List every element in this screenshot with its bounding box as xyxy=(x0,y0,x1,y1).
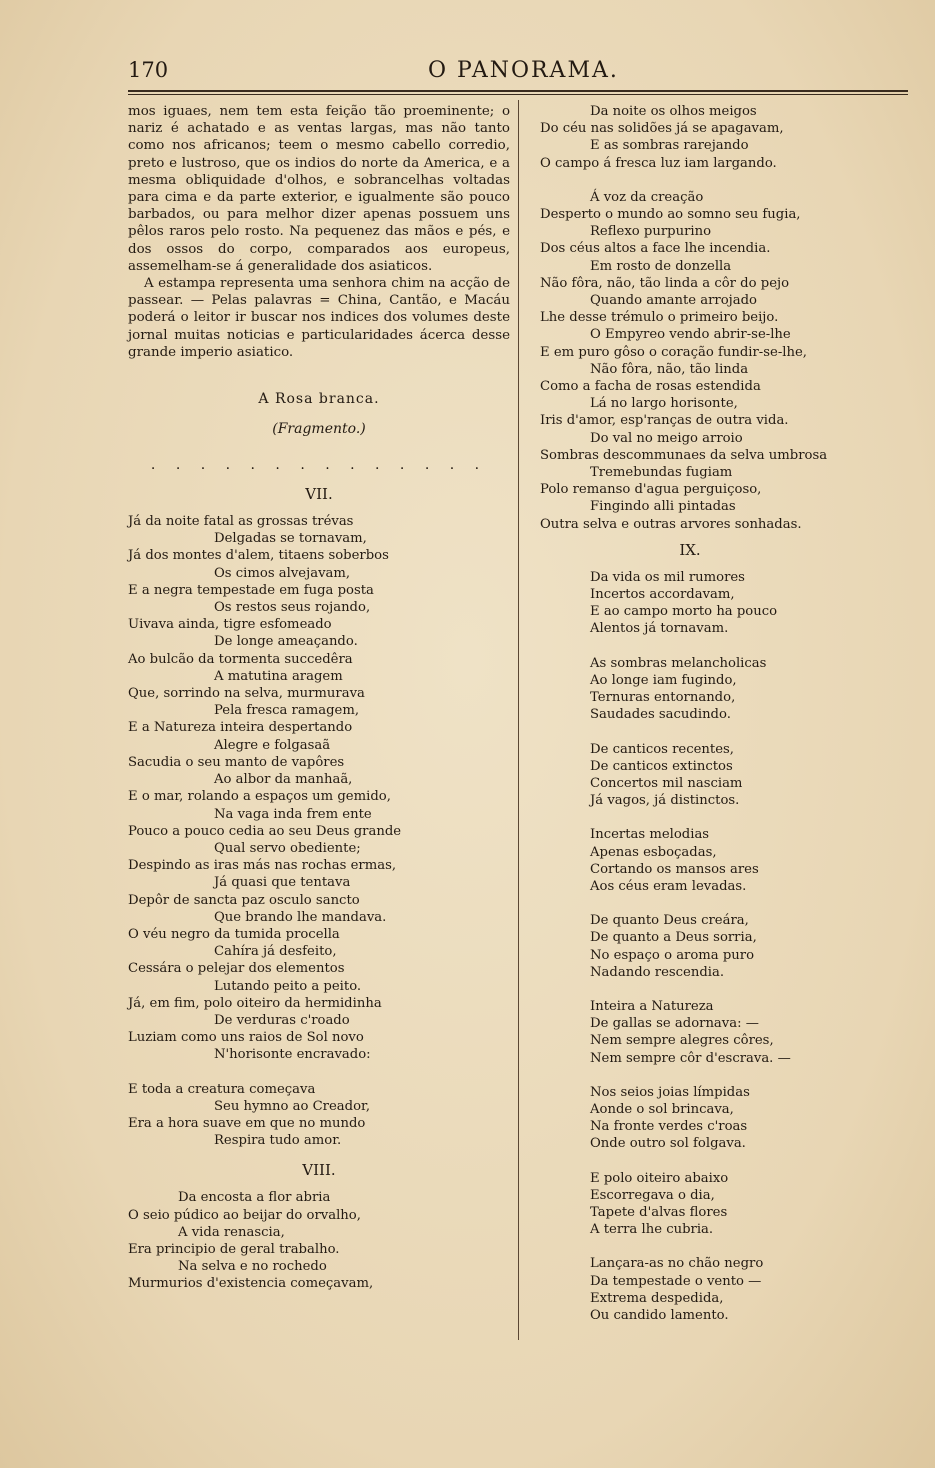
stanza xyxy=(540,189,840,533)
page-header xyxy=(128,58,908,92)
verse-line: A vida renascia, xyxy=(178,1224,285,1240)
poem-title: A Rosa branca. xyxy=(258,391,380,408)
verse-line: E o mar, rolando a espaços um gemido, xyxy=(128,789,391,805)
paragraph: A estampa representa uma senhora chim na acção de passear. — Pelas palavras = China, Cantão, e Macáu poderá o leitor ir buscar nos indices dos volumes deste jornal muitas noticias e particularidades ácerca desse grande imperio asiatico. xyxy=(128,276,510,360)
stanza xyxy=(590,569,840,638)
verse-line: Da tempestade o vento — xyxy=(590,1273,762,1289)
verse-line: Sacudia o seu manto de vapôres xyxy=(128,754,345,770)
verse-line: Aos céus eram levadas. xyxy=(590,878,747,894)
verse-line: Ao albor da manhaã, xyxy=(214,772,353,788)
verse-line: Fingindo alli pintadas xyxy=(590,499,736,515)
verse-line: Lá no largo horisonte, xyxy=(590,396,738,412)
verse-line: Pela fresca ramagem, xyxy=(214,703,360,719)
verse-line: Como a facha de rosas estendida xyxy=(540,379,761,395)
verse-line: O Empyreo vendo abrir-se-lhe xyxy=(590,327,791,343)
verse-line: Reflexo purpurino xyxy=(590,224,712,240)
verse-line: Nos seios joias límpidas xyxy=(590,1084,750,1100)
verse-line: Desperto o mundo ao somno seu fugia, xyxy=(540,207,801,223)
stanza xyxy=(128,1189,510,1292)
verse-line: Alegre e folgasaã xyxy=(214,737,331,753)
verse-line: Não fôra, não, tão linda a côr do pejo xyxy=(540,275,790,291)
article-text xyxy=(128,103,510,361)
verse-line: Na selva e no rochedo xyxy=(178,1259,327,1275)
verse-line: Murmurios d'existencia começavam, xyxy=(128,1276,374,1292)
verse-line: Ao bulcão da tormenta succedêra xyxy=(128,651,353,667)
verse-line: Já dos montes d'alem, titaens soberbos xyxy=(128,548,389,564)
verse-line: Na fronte verdes c'roas xyxy=(590,1119,748,1135)
verse-line: Polo remanso d'agua perguiçoso, xyxy=(540,482,762,498)
verse-line: Em rosto de donzella xyxy=(590,258,732,274)
stanza xyxy=(540,103,840,172)
verse-line: Despindo as iras más nas rochas ermas, xyxy=(128,858,397,874)
verse-line: Delgadas se tornavam, xyxy=(214,531,367,547)
verse-line: Sombras descommunaes da selva umbrosa xyxy=(540,447,828,463)
verse-line: Lhe desse trémulo o primeiro beijo. xyxy=(540,310,779,326)
section-heading: IX. xyxy=(679,540,701,559)
verse-line: Saudades sacudindo. xyxy=(590,707,731,723)
stanza xyxy=(590,655,840,724)
verse-line: Seu hymno ao Creador, xyxy=(214,1098,371,1114)
verse-line: Onde outro sol folgava. xyxy=(590,1136,746,1152)
verse-line: Os restos seus rojando, xyxy=(214,600,371,616)
verse-line: Uivava ainda, tigre esfomeado xyxy=(128,617,332,633)
verse-line: Cessára o pelejar dos elementos xyxy=(128,961,345,977)
verse-line: Cahíra já desfeito, xyxy=(214,944,337,960)
verse-line: Lançara-as no chão negro xyxy=(590,1256,764,1272)
verse-line: Já, em fim, polo oiteiro da hermidinha xyxy=(128,995,382,1011)
verse-line: Do céu nas solidões já se apagavam, xyxy=(540,121,784,137)
verse-line: Já quasi que tentava xyxy=(214,875,351,891)
verse-line: Inteira a Natureza xyxy=(590,998,714,1014)
section-ix xyxy=(540,569,840,1324)
verse-line: Nem sempre côr d'escrava. — xyxy=(590,1050,791,1066)
verse-line: O véu negro da tumida procella xyxy=(128,926,340,942)
verse-line: Era a hora suave em que no mundo xyxy=(128,1115,366,1131)
stanza xyxy=(590,1255,840,1324)
verse-line: E ao campo morto ha pouco xyxy=(590,604,778,620)
right-column xyxy=(540,103,840,1324)
verse-line: De verduras c'roado xyxy=(214,1012,350,1028)
verse-line: Lutando peito a peito. xyxy=(214,978,362,994)
verse-line: Tremebundas fugiam xyxy=(590,465,733,481)
verse-line: De canticos recentes, xyxy=(590,741,734,757)
verse-line: E as sombras rarejando xyxy=(590,138,749,154)
verse-line: Alentos já tornavam. xyxy=(590,621,729,637)
verse-line: De quanto Deus creára, xyxy=(590,913,749,929)
verse-line: Ou candido lamento. xyxy=(590,1307,729,1323)
verse-line: Já da noite fatal as grossas trévas xyxy=(128,514,354,530)
stanza xyxy=(590,826,840,895)
ellipsis-dots: . . . . . . . . . . . . . . xyxy=(150,457,488,474)
verse-line: Luziam como uns raios de Sol novo xyxy=(128,1030,364,1046)
verse-line: Escorregava o dia, xyxy=(590,1187,715,1203)
verse-line: Dos céus altos a face lhe incendia. xyxy=(540,241,771,257)
poem-subtitle: (Fragmento.) xyxy=(272,421,366,438)
verse-line: A matutina aragem xyxy=(214,668,343,684)
verse-line: Respira tudo amor. xyxy=(214,1133,342,1149)
verse-line: E em puro gôso o coração fundir-se-lhe, xyxy=(540,344,807,360)
stanza xyxy=(590,998,840,1067)
verse-line: Tapete d'alvas flores xyxy=(590,1204,728,1220)
verse-line: De gallas se adornava: — xyxy=(590,1016,759,1032)
verse-line: Do val no meigo arroio xyxy=(590,430,743,446)
verse-line: Aonde o sol brincava, xyxy=(590,1101,734,1117)
header-rule xyxy=(128,90,908,92)
verse-line: No espaço o aroma puro xyxy=(590,947,755,963)
verse-line: N'horisonte encravado: xyxy=(214,1047,371,1063)
verse-line: Extrema despedida, xyxy=(590,1290,724,1306)
verse-line: Pouco a pouco cedia ao seu Deus grande xyxy=(128,823,402,839)
verse-line: Incertos accordavam, xyxy=(590,587,735,603)
left-column xyxy=(128,103,510,1293)
verse-line: Á voz da creação xyxy=(590,189,704,205)
verse-line: Iris d'amor, esp'ranças de outra vida. xyxy=(540,413,789,429)
column-divider xyxy=(518,100,519,1340)
stanza xyxy=(590,1170,840,1239)
verse-line: Qual servo obediente; xyxy=(214,840,361,856)
verse-line: As sombras melancholicas xyxy=(590,655,767,671)
verse-line: Depôr de sancta paz osculo sancto xyxy=(128,892,360,908)
stanza xyxy=(590,1084,840,1153)
section-heading: VIII. xyxy=(302,1161,336,1180)
verse-line: A terra lhe cubria. xyxy=(590,1222,714,1238)
verse-line: De quanto a Deus sorria, xyxy=(590,930,757,946)
verse-line: Outra selva e outras arvores sonhadas. xyxy=(540,516,802,532)
verse-line: Da noite os olhos meigos xyxy=(590,104,757,119)
journal-title: O PANORAMA. xyxy=(428,58,619,83)
section-heading: VII. xyxy=(305,485,333,504)
verse-line: Apenas esboçadas, xyxy=(590,844,717,860)
verse-line: E toda a creatura começava xyxy=(128,1081,316,1097)
verse-line: Da encosta a flor abria xyxy=(178,1190,331,1206)
page-number: 170 xyxy=(128,58,169,82)
stanza xyxy=(590,912,840,981)
verse-line: Da vida os mil rumores xyxy=(590,569,745,585)
verse-line: O seio púdico ao beijar do orvalho, xyxy=(128,1207,361,1223)
verse-line: E polo oiteiro abaixo xyxy=(590,1170,729,1186)
verse-line: Ternuras entornando, xyxy=(590,690,736,706)
paragraph: mos iguaes, nem tem esta feição tão proeminente; o nariz é achatado e as ventas largas, mas não tanto como nos africanos; teem o mesmo cabello corredio, preto e lustroso, que os indios do norte da America, e a mesma obliquidade d'olhos, e sobrancelhas voltadas para cima e da parte exterior, e igualmente são pouco barbados, ou para melhor dizer apenas possuem uns pêlos raros pelo rosto. Na pequenez das mãos e pés, e dos ossos do corpo, comparados aos europeus, assemelham-se á generalidade dos asiaticos. xyxy=(128,104,510,274)
verse-line: De longe ameaçando. xyxy=(214,634,358,650)
verse-line: Que, sorrindo na selva, murmurava xyxy=(128,686,365,702)
verse-line: Era principio de geral trabalho. xyxy=(128,1241,340,1257)
verse-line: Incertas melodias xyxy=(590,827,710,843)
header-rule-thin xyxy=(128,94,908,95)
verse-line: Quando amante arrojado xyxy=(590,293,757,309)
stanza xyxy=(590,741,840,810)
verse-line: O campo á fresca luz iam largando. xyxy=(540,155,777,171)
stanza xyxy=(128,1081,510,1150)
verse-line: Cortando os mansos ares xyxy=(590,861,759,877)
stanza xyxy=(128,513,510,1064)
verse-line: E a negra tempestade em fuga posta xyxy=(128,582,374,598)
verse-line: Não fôra, não, tão linda xyxy=(590,361,749,377)
verse-line: Os cimos alvejavam, xyxy=(214,565,351,581)
verse-line: Na vaga inda frem ente xyxy=(214,806,372,822)
verse-line: Nadando rescendia. xyxy=(590,964,725,980)
verse-line: De canticos extinctos xyxy=(590,758,733,774)
verse-line: Que brando lhe mandava. xyxy=(214,909,387,925)
verse-line: Concertos mil nasciam xyxy=(590,775,743,791)
verse-line: Nem sempre alegres côres, xyxy=(590,1033,774,1049)
verse-line: Já vagos, já distinctos. xyxy=(590,793,740,809)
verse-line: Ao longe iam fugindo, xyxy=(590,672,737,688)
verse-line: E a Natureza inteira despertando xyxy=(128,720,353,736)
